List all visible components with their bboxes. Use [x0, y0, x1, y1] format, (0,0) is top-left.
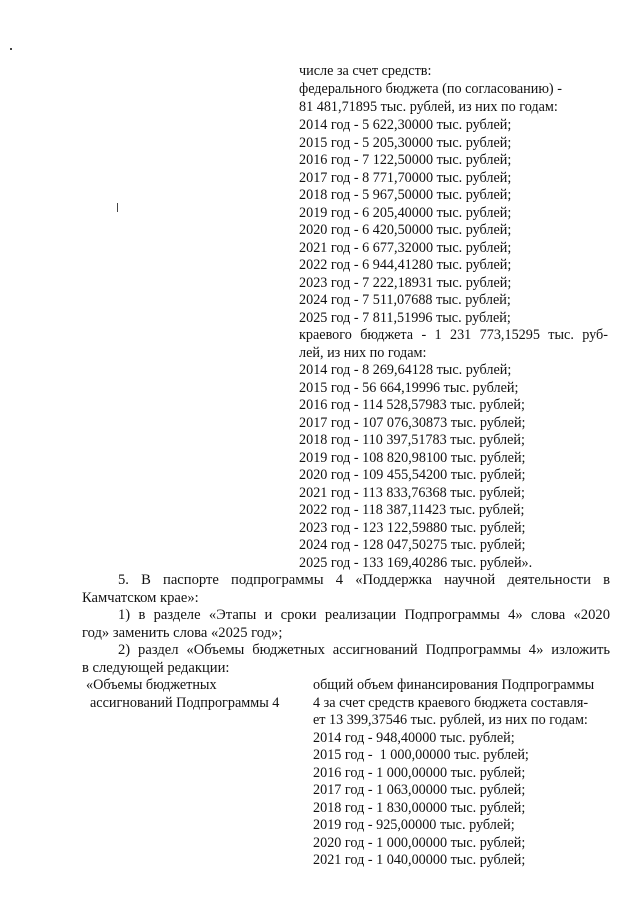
federal-year-line: 2018 год - 5 967,50000 тыс. рублей; [299, 187, 512, 203]
table-year-line: 2017 год - 1 063,00000 тыс. рублей; [313, 782, 526, 798]
regional-year-line: 2025 год - 133 169,40286 тыс. рублей». [299, 555, 533, 571]
regional-year-line: 2019 год - 108 820,98100 тыс. рублей; [299, 450, 526, 466]
item5-paragraph-line: Камчатском крае»: [82, 590, 199, 606]
table-year-line: 2016 год - 1 000,00000 тыс. рублей; [313, 765, 526, 781]
regional-year-line: 2014 год - 8 269,64128 тыс. рублей; [299, 362, 512, 378]
item5-sub2-line: в следующей редакции: [82, 660, 230, 676]
federal-year-line: 2025 год - 7 811,51996 тыс. рублей; [299, 310, 511, 326]
table-year-line: 2019 год - 925,00000 тыс. рублей; [313, 817, 515, 833]
table-right-text: общий объем финансирования Подпрограммы [313, 677, 595, 693]
regional-year-line: 2015 год - 56 664,19996 тыс. рублей; [299, 380, 519, 396]
regional-year-line: 2020 год - 109 455,54200 тыс. рублей; [299, 467, 526, 483]
federal-year-line: 2024 год - 7 511,07688 тыс. рублей; [299, 292, 511, 308]
federal-heading: федерального бюджета (по согласованию) - [299, 81, 562, 97]
regional-heading: краевого бюджета - 1 231 773,15295 тыс. руб- [299, 327, 608, 343]
regional-year-line: 2024 год - 128 047,50275 тыс. рублей; [299, 537, 526, 553]
table-left-label: ассигнований Подпрограммы 4 [90, 695, 280, 711]
regional-year-line: 2018 год - 110 397,51783 тыс. рублей; [299, 432, 525, 448]
table-left-label: «Объемы бюджетных [86, 677, 217, 693]
federal-year-line: 2015 год - 5 205,30000 тыс. рублей; [299, 135, 512, 151]
federal-year-line: 2019 год - 6 205,40000 тыс. рублей; [299, 205, 512, 221]
federal-year-line: 2021 год - 6 677,32000 тыс. рублей; [299, 240, 512, 256]
regional-year-line: 2023 год - 123 122,59880 тыс. рублей; [299, 520, 526, 536]
item5-sub1-line: 1) в разделе «Этапы и сроки реализации Подпрограммы 4» слова «2020 [118, 607, 610, 623]
table-right-text: 4 за счет средств краевого бюджета составля- [313, 695, 589, 711]
scan-speck [10, 48, 12, 50]
table-year-line: 2020 год - 1 000,00000 тыс. рублей; [313, 835, 526, 851]
federal-year-line: 2023 год - 7 222,18931 тыс. рублей; [299, 275, 512, 291]
federal-year-line: 2014 год - 5 622,30000 тыс. рублей; [299, 117, 512, 133]
table-year-line: 2018 год - 1 830,00000 тыс. рублей; [313, 800, 526, 816]
federal-year-line: 2017 год - 8 771,70000 тыс. рублей; [299, 170, 512, 186]
item5-paragraph-line: 5. В паспорте подпрограммы 4 «Поддержка научной деятельности в [118, 572, 610, 588]
regional-year-line: 2021 год - 113 833,76368 тыс. рублей; [299, 485, 525, 501]
regional-year-line: 2016 год - 114 528,57983 тыс. рублей; [299, 397, 525, 413]
regional-heading-cont: лей, из них по годам: [299, 345, 427, 361]
federal-intro: числе за счет средств: [299, 63, 432, 79]
table-year-line: 2015 год - 1 000,00000 тыс. рублей; [313, 747, 529, 763]
scan-speck [117, 203, 118, 212]
federal-year-line: 2022 год - 6 944,41280 тыс. рублей; [299, 257, 512, 273]
table-right-text: ет 13 399,37546 тыс. рублей, из них по годам: [313, 712, 588, 728]
federal-total: 81 481,71895 тыс. рублей, из них по годам: [299, 99, 558, 115]
federal-year-line: 2020 год - 6 420,50000 тыс. рублей; [299, 222, 512, 238]
table-year-line: 2021 год - 1 040,00000 тыс. рублей; [313, 852, 526, 868]
regional-year-line: 2017 год - 107 076,30873 тыс. рублей; [299, 415, 526, 431]
federal-year-line: 2016 год - 7 122,50000 тыс. рублей; [299, 152, 512, 168]
table-year-line: 2014 год - 948,40000 тыс. рублей; [313, 730, 515, 746]
regional-year-line: 2022 год - 118 387,11423 тыс. рублей; [299, 502, 525, 518]
item5-sub2-line: 2) раздел «Объемы бюджетных ассигнований Подпрограммы 4» изложить [118, 642, 610, 658]
item5-sub1-line: год» заменить слова «2025 год»; [82, 625, 283, 641]
